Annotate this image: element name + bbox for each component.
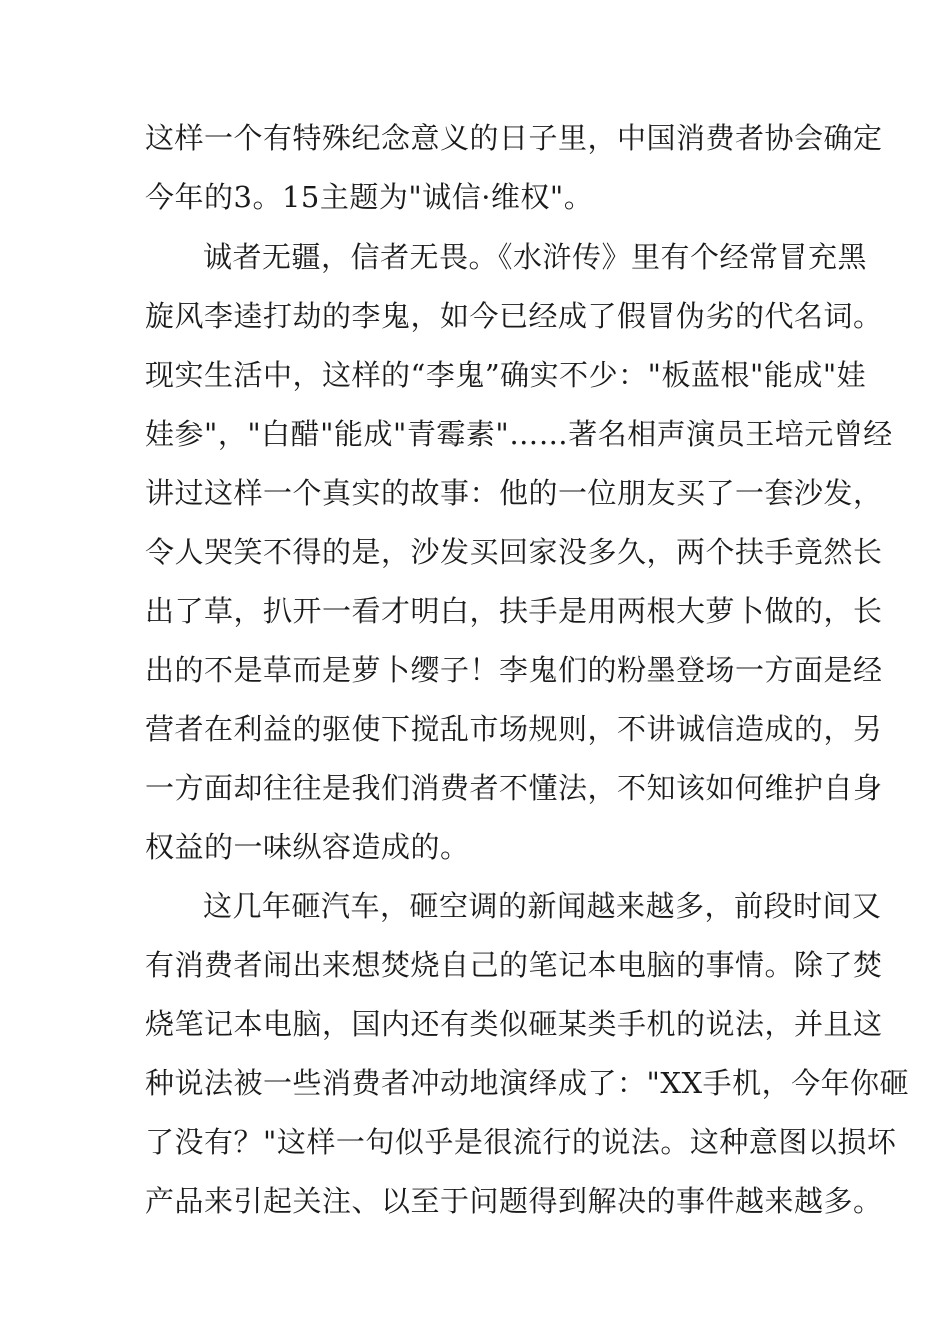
paragraph-3-line-6: 产品来引起关注、以至于问题得到解决的事件越来越多。 [145, 1184, 883, 1218]
paragraph-1-line-1: 这样一个有特殊纪念意义的日子里，中国消费者协会确定 [145, 121, 883, 155]
paragraph-2-line-3: 现实生活中，这样的“李鬼”确实不少："板蓝根"能成"娃 [145, 358, 867, 392]
paragraph-3-line-2: 有消费者闹出来想焚烧自己的笔记本电脑的事情。除了焚 [145, 948, 883, 982]
paragraph-2-line-2: 旋风李逵打劫的李鬼，如今已经成了假冒伪劣的代名词。 [145, 299, 883, 333]
paragraph-3-line-5: 了没有？"这样一句似乎是很流行的说法。这种意图以损坏 [145, 1125, 897, 1159]
paragraph-1-line-2: 今年的3。15主题为"诚信·维权"。 [145, 180, 594, 214]
paragraph-2-line-6: 令人哭笑不得的是，沙发买回家没多久，两个扶手竟然长 [145, 535, 883, 569]
paragraph-2-line-4: 娃参"，"白醋"能成"青霉素"……著名相声演员王培元曾经 [145, 417, 893, 451]
paragraph-2-line-9: 营者在利益的驱使下搅乱市场规则，不讲诚信造成的，另 [145, 712, 883, 746]
paragraph-3-line-1: 这几年砸汽车，砸空调的新闻越来越多，前段时间又 [203, 889, 882, 923]
paragraph-3-line-4: 种说法被一些消费者冲动地演绎成了："XX手机，今年你砸 [145, 1066, 910, 1100]
paragraph-2-line-5: 讲过这样一个真实的故事：他的一位朋友买了一套沙发， [145, 476, 883, 510]
paragraph-2-line-8: 出的不是草而是萝卜缨子！李鬼们的粉墨登场一方面是经 [145, 653, 883, 687]
paragraph-3-line-3: 烧笔记本电脑，国内还有类似砸某类手机的说法，并且这 [145, 1007, 883, 1041]
paragraph-2-line-1: 诚者无疆，信者无畏。《水浒传》里有个经常冒充黑 [203, 240, 868, 274]
paragraph-2-line-11: 权益的一味纵容造成的。 [145, 830, 470, 864]
paragraph-2-line-10: 一方面却往往是我们消费者不懂法，不知该如何维护自身 [145, 771, 883, 805]
paragraph-2-line-7: 出了草，扒开一看才明白，扶手是用两根大萝卜做的，长 [145, 594, 883, 628]
